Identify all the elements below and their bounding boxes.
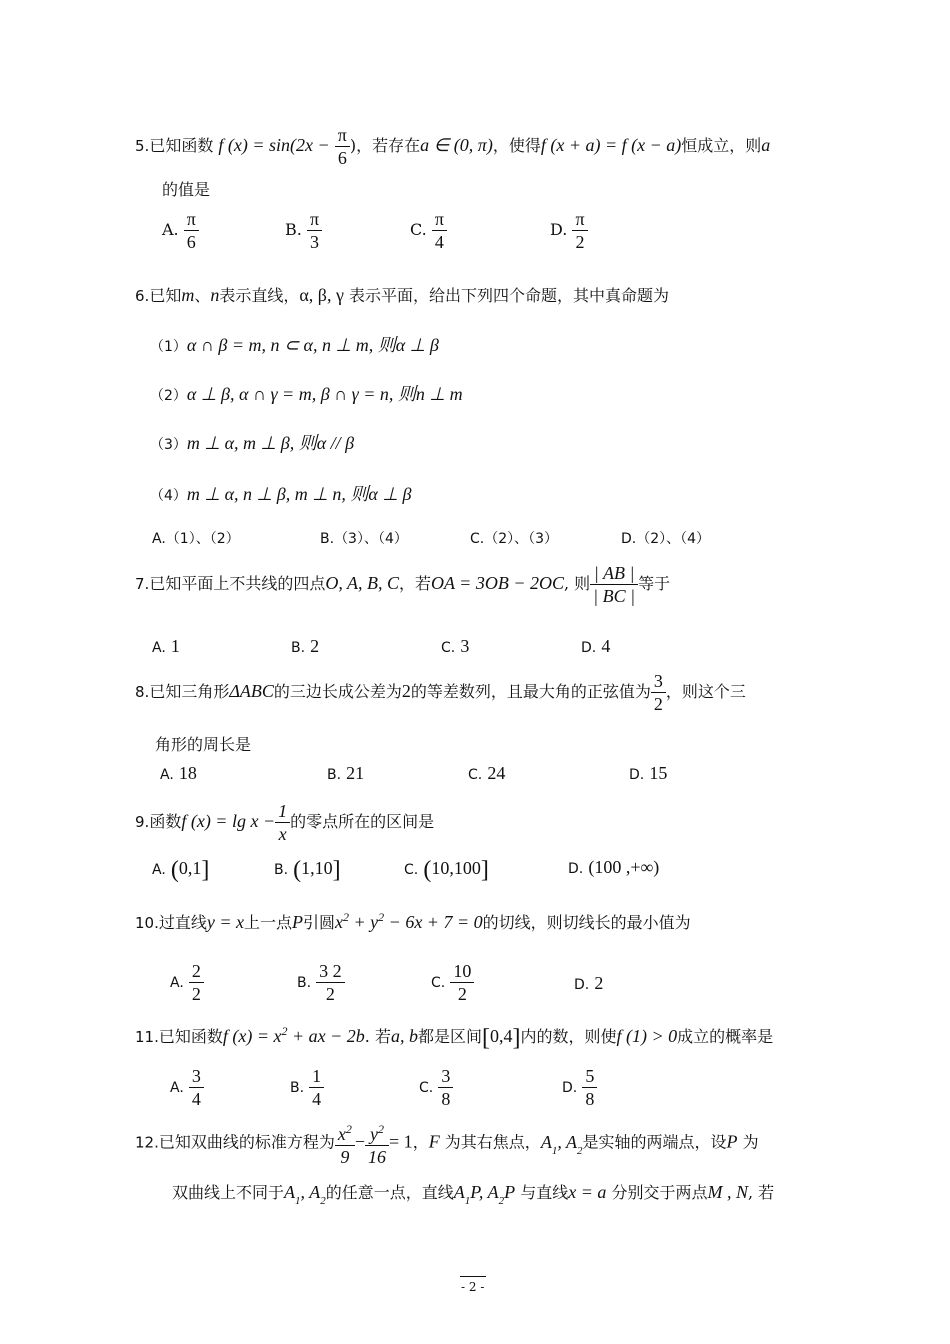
q5-option-a-fraction: $\frac{\pi}{6}$ <box>184 208 199 253</box>
q10-number: 10. <box>135 914 159 932</box>
q9-function: f (x) = lg x − <box>181 811 276 831</box>
q10-option-a: A. $\frac{2}{2}$ <box>170 960 204 1005</box>
q7-text-3: , 则 <box>563 574 591 593</box>
q5-option-c: C. $\frac{\pi}{4}$ <box>410 208 447 253</box>
q8-fraction: $\frac{3}{2}$ <box>651 670 666 715</box>
q11-text-5: 成立的概率是 <box>677 1027 774 1046</box>
q6-proposition-1: （1）α ∩ β = m, n ⊂ α, n ⊥ m, 则α ⊥ β <box>150 335 439 355</box>
q11-function: f $(x) = x^2$ + ax − 2b <box>222 1024 365 1046</box>
question-9-line-1 <box>135 800 434 845</box>
q12-line2-mn: M , N <box>707 1182 748 1202</box>
q6-option-d: D.（2）、（4） <box>621 531 711 547</box>
q8-text-2: 的三边长成公差为 <box>273 682 402 701</box>
question-8-line-1 <box>135 670 746 715</box>
q9-option-a: A. (0,1] <box>152 857 210 883</box>
q11-option-c: C. $\frac{3}{8}$ <box>419 1065 453 1110</box>
q11-number: 11. <box>135 1028 159 1046</box>
q5-text-4: 恒成立，则 <box>681 136 762 155</box>
q9-option-b: B. (1,10] <box>274 857 341 883</box>
q5-number: 5. <box>135 137 150 155</box>
q10-line: y = x <box>206 912 244 932</box>
q9-option-d: D. (100 ,+∞) <box>568 857 660 877</box>
q7-option-c: C. 3 <box>441 636 470 656</box>
question-7-line-1 <box>135 562 670 607</box>
q8-text-4: ，则这个三 <box>665 682 746 701</box>
q12-number: 12. <box>135 1133 159 1152</box>
q7-fraction: $\frac{| AB |}{| BC |}$ <box>590 562 638 607</box>
q10-option-c: C. $\frac{10}{2}$ <box>431 960 474 1005</box>
q7-option-a: A. 1 <box>152 636 180 656</box>
q8-option-a: A. 18 <box>160 763 197 783</box>
q9-text-1: 函数 <box>149 812 182 831</box>
q6-text-3: 表示直线， <box>219 286 300 305</box>
q5-option-a: A. $\frac{\pi}{6}$ <box>162 208 199 253</box>
q6-option-a: A.（1）、（2） <box>152 531 240 547</box>
q5-condition: a ∈ (0, π) <box>420 135 493 155</box>
q11-text-2: . 若 <box>364 1027 391 1046</box>
q5-text-3: ，使得 <box>492 136 541 155</box>
q5-option-d-fraction: $\frac{\pi}{2}$ <box>572 208 587 253</box>
question-12-line-2 <box>172 1180 774 1207</box>
q10-option-d: D. 2 <box>574 973 604 993</box>
q12-fraction-x: $\frac{x^2}{9}$ <box>335 1118 355 1168</box>
question-6-line-1 <box>135 283 669 306</box>
q5-text-1: 已知函数 <box>149 136 214 155</box>
page-number: - 2 - <box>461 1280 485 1294</box>
q12-focus: F <box>428 1131 440 1152</box>
q10-text-1: 过直线 <box>158 913 207 932</box>
q11-option-b: B. $\frac{1}{4}$ <box>290 1065 324 1110</box>
question-5-line-1 <box>135 124 770 169</box>
q6-option-c: C.（2）、（3） <box>470 531 559 547</box>
q11-text-4: 内的数，则使 <box>520 1027 617 1046</box>
q11-condition: f (1) > 0 <box>616 1026 678 1046</box>
q11-interval: [0,4] <box>482 1025 521 1051</box>
q11-option-a: A. $\frac{3}{4}$ <box>170 1065 204 1110</box>
q12-text-4: 是实轴的两端点，设 <box>582 1132 727 1152</box>
q12-minus: − <box>354 1131 366 1152</box>
q12-text-2: ， <box>412 1132 429 1152</box>
q12-fraction-y: $\frac{y^2}{16}$ <box>365 1118 389 1168</box>
q12-line2-text-5: , 若 <box>747 1183 775 1202</box>
q12-vertices: $A_1$, $A_2$ <box>540 1131 583 1157</box>
q5-option-c-fraction: $\frac{\pi}{4}$ <box>432 208 447 253</box>
q10-option-b-fraction: $\frac{3 2}{2}$ <box>316 960 345 1005</box>
question-12-line-1 <box>135 1118 759 1168</box>
q11-ab: a, b <box>390 1026 418 1046</box>
q8-number: 8. <box>135 683 150 701</box>
q10-option-b: B. $\frac{3 2}{2}$ <box>297 960 345 1005</box>
q8-option-c: C. 24 <box>468 763 506 783</box>
q6-greek: α, β, γ <box>299 285 344 305</box>
q8-triangle: ΔABC <box>229 681 274 701</box>
q10-text-3: 引圆 <box>303 913 336 932</box>
q11-text-1: 已知函数 <box>158 1027 223 1046</box>
question-5-line-2: 的值是 <box>162 180 211 199</box>
q12-text-5: 为 <box>742 1132 759 1152</box>
q7-text-2: ，若 <box>399 574 432 593</box>
q12-line2-text-3: 与直线 <box>520 1183 569 1202</box>
q6-text-2: 、 <box>194 286 211 305</box>
q7-option-b: B. 2 <box>291 636 320 656</box>
q12-line2-text-1: 双曲线上不同于 <box>172 1183 285 1202</box>
q6-proposition-2: （2）α ⊥ β, α ∩ γ = m, β ∩ γ = n, 则n ⊥ m <box>150 384 463 404</box>
q5-text-2: )，若存在 <box>349 136 421 155</box>
q6-proposition-3: （3）m ⊥ α, m ⊥ β, 则α // β <box>150 433 355 453</box>
q5-fraction: $\frac{\pi}{6}$ <box>335 124 350 169</box>
q5-function: f (x) = sin(2x − <box>218 135 330 155</box>
q12-point: P <box>726 1131 738 1152</box>
q6-text-4: 表示平面，给出下列四个命题，其中真命题为 <box>349 286 670 305</box>
q7-number: 7. <box>135 575 150 593</box>
footer-rule <box>460 1276 486 1277</box>
q10-point: P <box>292 912 304 932</box>
q10-option-a-fraction: $\frac{2}{2}$ <box>189 960 204 1005</box>
q7-equation: OA = 3OB − 2OC <box>431 573 564 593</box>
q12-line2-lines: $A_1P$, $A_2P$ <box>453 1182 516 1207</box>
q9-fraction: $\frac{1}{x}$ <box>275 800 290 845</box>
q8-text-1: 已知三角形 <box>149 682 230 701</box>
q11-option-d: D. $\frac{5}{8}$ <box>562 1065 597 1110</box>
q5-option-b-fraction: $\frac{\pi}{3}$ <box>307 208 322 253</box>
q6-option-b: B.（3）、（4） <box>320 531 408 547</box>
q8-option-d: D. 15 <box>629 763 668 783</box>
q5-variable: a <box>761 135 771 155</box>
q10-text-4: 的切线，则切线长的最小值为 <box>482 913 691 932</box>
question-10-line-1 <box>135 910 691 933</box>
q12-line2-vertices: $A_1$, $A_2$ <box>284 1182 326 1207</box>
q7-option-d: D. 4 <box>581 636 611 656</box>
q11-text-3: 都是区间 <box>417 1027 482 1046</box>
question-11-line-1 <box>135 1024 773 1052</box>
q7-text-1: 已知平面上不共线的四点 <box>149 574 326 593</box>
q12-line2-x: x = a <box>568 1182 607 1202</box>
q10-text-2: 上一点 <box>244 913 293 932</box>
q12-text-3: 为其右焦点， <box>444 1132 541 1152</box>
q12-line2-text-4: 分别交于两点 <box>611 1183 708 1202</box>
q9-number: 9. <box>135 813 150 831</box>
q6-proposition-4: （4）m ⊥ α, n ⊥ β, m ⊥ n, 则α ⊥ β <box>150 484 412 504</box>
q5-equation: f (x + a) = f (x − a) <box>540 135 682 155</box>
q6-number: 6. <box>135 287 150 305</box>
q9-text-2: 的零点所在的区间是 <box>290 812 435 831</box>
q8-option-b: B. 21 <box>327 763 365 783</box>
q10-circle: $x^2 + y^2 - 6x + 7 = 0$ <box>335 910 483 932</box>
q12-line2-text-2: 的任意一点，直线 <box>325 1183 454 1202</box>
q6-n: n <box>210 285 220 305</box>
q12-equals: = 1 <box>389 1131 413 1152</box>
q11-option-d-fraction: $\frac{5}{8}$ <box>582 1065 597 1110</box>
q7-points: O, A, B, C <box>325 573 399 593</box>
q5-option-d: D. $\frac{\pi}{2}$ <box>550 208 588 253</box>
q12-text-1: 已知双曲线的标准方程为 <box>158 1132 335 1152</box>
question-8-line-2: 角形的周长是 <box>155 735 252 754</box>
q11-option-a-fraction: $\frac{3}{4}$ <box>189 1065 204 1110</box>
q8-difference: 2 <box>401 681 411 701</box>
q10-option-c-fraction: $\frac{10}{2}$ <box>450 960 474 1005</box>
q8-text-3: 的等差数列，且最大角的正弦值为 <box>410 682 651 701</box>
q5-option-b: B. $\frac{\pi}{3}$ <box>285 208 322 253</box>
q11-option-b-fraction: $\frac{1}{4}$ <box>309 1065 324 1110</box>
q6-text-1: 已知 <box>149 286 182 305</box>
q7-text-4: 等于 <box>638 574 671 593</box>
q11-option-c-fraction: $\frac{3}{8}$ <box>438 1065 453 1110</box>
q6-m: m <box>181 285 195 305</box>
q9-option-c: C. (10,100] <box>404 857 489 883</box>
